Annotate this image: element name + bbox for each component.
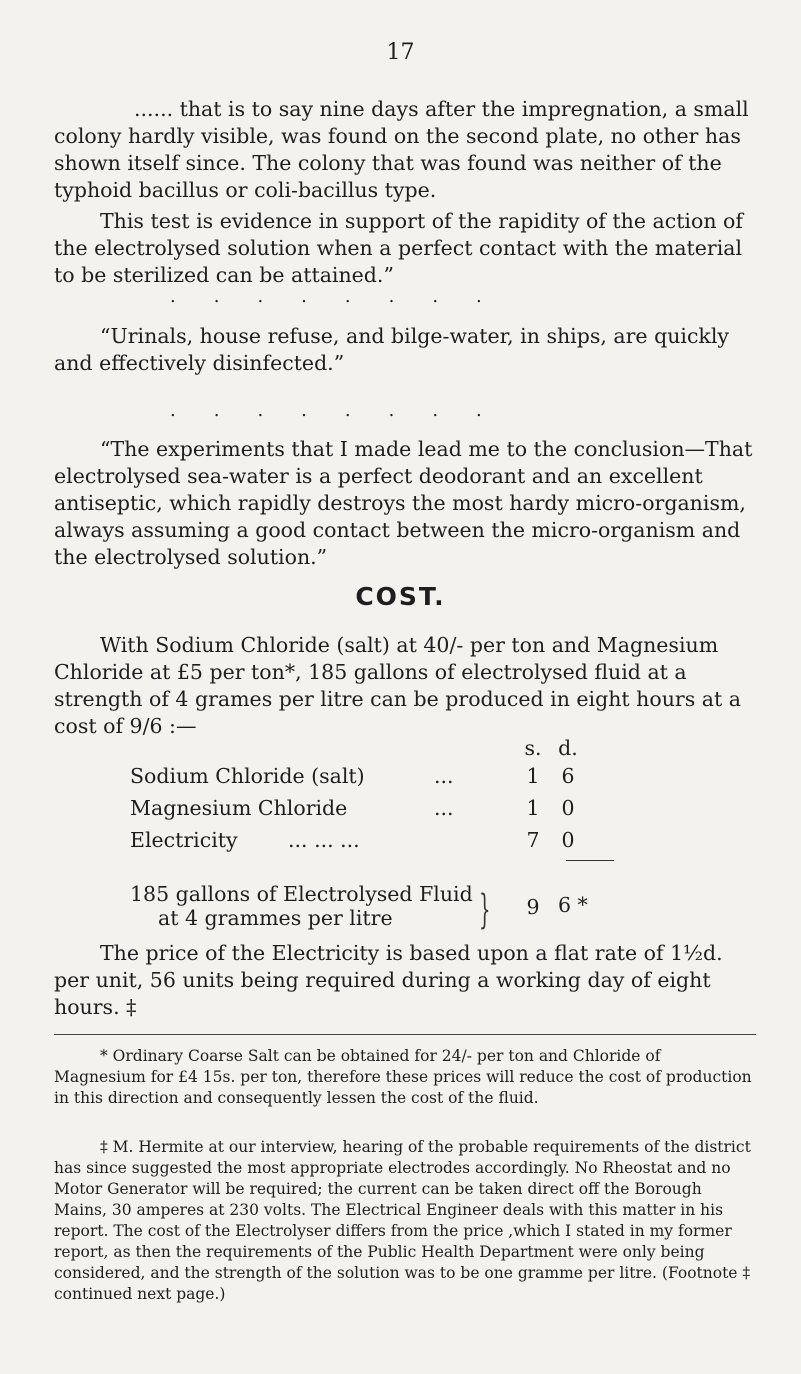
paragraph-urinals: “Urinals, house refuse, and bilge-water, in ships, are quickly and effectively disinfected.”	[54, 324, 729, 375]
paragraph-experiments-conclusion: “The experiments that I made lead me to the conclusion—That electrolysed sea-water is a perfect deodorant and an excellent antiseptic, which rapidly destroys the most hardy micro-organism, always assuming a good contact between the micro-organism and the electrolysed solution.”	[54, 437, 753, 569]
cost-table-header	[130, 736, 690, 766]
cost-item: Sodium Chloride (salt)	[130, 764, 365, 788]
leader-dots: ...	[434, 796, 454, 820]
shillings-column-header: s.	[524, 736, 542, 760]
cost-row	[130, 796, 690, 826]
cost-pence: 0	[561, 796, 575, 820]
cost-row	[130, 764, 690, 794]
cost-shillings: 1	[526, 764, 540, 788]
paragraph-test-evidence: This test is evidence in support of the rapidity of the action of the electrolysed solution when a perfect contact with the material to be sterilized can be attained.”	[54, 209, 743, 287]
footnote-star: * Ordinary Coarse Salt can be obtained for 24/- per ton and Chloride of Magnesium for £4 15s. per ton, therefore these prices will reduce the cost of production in this direction and consequently lessen the cost of the fluid.	[54, 1047, 752, 1107]
cost-item: Electricity	[130, 828, 238, 852]
cost-pence: 0	[561, 828, 575, 852]
pence-column-header: d.	[558, 736, 578, 760]
total-label-line-2: at 4 grammes per litre	[158, 906, 393, 930]
paragraph-impregnation: ...... that is to say nine days after the impregnation, a small colony hardly visible, was found on the second plate, no other has shown itself since. The colony that was found was neither of the typhoid bacillus or coli-bacillus type.	[54, 97, 749, 202]
cost-heading: COST.	[355, 582, 446, 611]
footnote-dagger: ‡ M. Hermite at our interview, hearing of the probable requirements of the district has since suggested the most appropriate electrodes accordingly. No Rheostat and no Motor Generator will be required; the current can be taken direct off the Borough Mains, 30 amperes at 230 volts. The Electrical Engineer deals with this matter in his report. The cost of the Electrolyser differs from the price ,which I stated in my former report, as then the requirements of the Public Health Department were only being considered, and the strength of the solution was to be one gramme per litre. (Footnote ‡ continued next page.)	[54, 1138, 751, 1303]
total-shillings: 9	[526, 895, 540, 919]
footnote-rule	[54, 1034, 756, 1035]
cost-shillings: 7	[526, 828, 540, 852]
brace-symbol: }	[479, 887, 491, 933]
total-label-line-1: 185 gallons of Electrolysed Fluid	[130, 882, 473, 906]
leader-dots: ... ... ...	[288, 828, 360, 852]
electricity-price-paragraph: The price of the Electricity is based upon a flat rate of 1½d. per unit, 56 units being required during a working day of eight hours. ‡	[54, 941, 723, 1019]
total-label	[130, 882, 473, 930]
cost-row	[130, 828, 690, 858]
leader-dots: ...	[434, 764, 454, 788]
page-number: 17	[386, 40, 415, 65]
total-pence: 6 *	[558, 893, 588, 917]
cost-item: Magnesium Chloride	[130, 796, 348, 820]
ellipsis-separator-1: ........	[170, 286, 520, 307]
cost-intro-paragraph: With Sodium Chloride (salt) at 40/- per ton and Magnesium Chloride at £5 per ton*, 185 gallons of electrolysed fluid at a strength of 4 grames per litre can be produced in eight hours at a cost of 9/6 :—	[54, 633, 741, 738]
ellipsis-separator-2: ........	[170, 400, 520, 421]
total-rule	[566, 860, 614, 861]
cost-pence: 6	[561, 764, 575, 788]
cost-shillings: 1	[526, 796, 540, 820]
